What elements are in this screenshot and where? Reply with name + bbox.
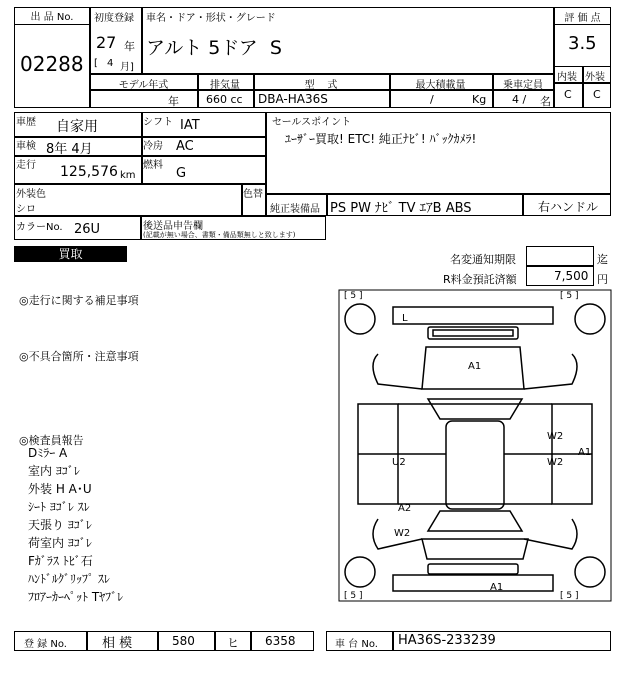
int-grade: C [564, 88, 572, 101]
chassis-div [392, 631, 394, 651]
sales-point: ﾕｰｻﾞｰ買取! ETC! 純正ﾅﾋﾞ! ﾊﾞｯｸｶﾒﾗ! [285, 132, 477, 146]
year-unit: 年 [124, 40, 135, 53]
color-change-label: 色替 [243, 189, 263, 200]
first-reg-label: 初度登録 [94, 13, 134, 24]
docs-label: 後送品申告欄 [143, 221, 203, 232]
reg-div3 [214, 631, 216, 651]
tire-front-right [575, 304, 605, 334]
ac-label: 冷房 [143, 141, 163, 152]
tire-bl-label: [ 5 ] [344, 591, 363, 601]
trunk [422, 539, 528, 559]
tire-tr-label: [ 5 ] [560, 291, 579, 301]
load-slash: / [430, 93, 434, 106]
mileage: 125,576 [60, 164, 118, 180]
inspector-label: ◎検査員報告 [19, 434, 84, 447]
model-year-label: モデル年式 [118, 80, 169, 91]
mark-left-rear-a: A2 [398, 503, 412, 514]
mark-right-mid: W2 [547, 457, 564, 468]
reg-kana: ヒ [227, 636, 240, 650]
tire-br-label: [ 5 ] [560, 591, 579, 601]
inspector-item: ｼｰﾄ ﾖｺﾞﾚ ｽﾚ [28, 500, 90, 514]
lot-number: 02288 [20, 52, 84, 76]
month-open: [ [94, 58, 98, 69]
front-grille-inner [433, 330, 513, 336]
inspector-item: ﾊﾝﾄﾞﾙｸﾞﾘｯﾌﾟ ｽﾚ [28, 572, 110, 586]
tire-front-left [345, 304, 375, 334]
inspector-item: 室内 ﾖｺﾞﾚ [28, 464, 80, 478]
tire-rear-right [575, 557, 605, 587]
displacement-label: 排気量 [210, 80, 240, 91]
capacity: 4 / [512, 93, 527, 106]
ext-color-label: 外装色 [16, 189, 46, 200]
inspector-item: Fｶﾞﾗｽ ﾄﾋﾞ石 [28, 554, 93, 568]
score-label: 評 価 点 [564, 13, 601, 24]
fender-right-rear [524, 519, 577, 549]
inspector-item: Dﾐﾗｰ A [28, 446, 68, 460]
recycle-label: R料金預託済額 [443, 273, 517, 286]
sales-label: セールスポイント [272, 117, 352, 128]
equip-div2 [522, 194, 524, 216]
history: 自家用 [56, 119, 98, 135]
ext-color-box [14, 184, 266, 216]
front-bumper [393, 307, 553, 324]
capacity-label: 乗車定員 [503, 80, 543, 91]
reg-div2 [157, 631, 159, 651]
load-unit: Kg [472, 93, 487, 106]
reg-div4 [250, 631, 252, 651]
score-value: 3.5 [568, 33, 597, 54]
chassis-number: HA36S-233239 [398, 633, 496, 648]
docs-note: (記載が無い場合、書類・備品類無しと致します) [143, 231, 296, 239]
inspector-item: 天張り ﾖｺﾞﾚ [28, 518, 92, 532]
history-label: 車歴 [16, 117, 36, 128]
month-unit: 月] [120, 62, 134, 73]
notice-unit: 迄 [597, 253, 608, 266]
capacity-unit: 名 [540, 95, 551, 108]
tire-tl-label: [ 5 ] [344, 291, 363, 301]
type-label: 型 式 [304, 80, 338, 91]
fuel-label: 燃料 [143, 160, 163, 171]
mark-left-side: U2 [392, 457, 406, 468]
kaitori-badge: 買取 [14, 246, 127, 262]
recycle-unit: 円 [597, 273, 608, 286]
equip-label: 純正装備品 [270, 204, 320, 215]
car-name: アルト 5ドア S [146, 37, 282, 59]
ext-label: 外装 [585, 72, 605, 83]
ext-grade: C [593, 88, 601, 101]
defects-label: ◎不具合箇所・注意事項 [19, 350, 139, 363]
steering: 右ハンドル [538, 200, 599, 214]
reg-number: 6358 [265, 634, 296, 648]
rear-window [428, 511, 522, 531]
mark-rear-bumper: A1 [490, 582, 504, 593]
mark-front-bumper: L [402, 313, 408, 324]
mark-left-rear-w: W2 [394, 528, 411, 539]
rear-bumper [393, 575, 553, 591]
mileage-unit: km [120, 170, 136, 181]
mark-right-side: A1 [578, 447, 592, 458]
notice-value-box [526, 246, 594, 266]
model-type: DBA-HA36S [258, 92, 328, 106]
load-label: 最大積載量 [415, 80, 466, 91]
inspector-item: ﾌﾛｱｰｶｰﾍﾟｯﾄ Tﾔﾌﾞﾚ [28, 590, 124, 604]
reg-class: 580 [172, 634, 195, 648]
inspector-items [28, 444, 123, 606]
running-notes-label: ◎走行に関する補足事項 [19, 294, 139, 307]
grade-divider [582, 66, 584, 108]
mark-hood: A1 [468, 361, 482, 372]
tire-rear-left [345, 557, 375, 587]
mileage-label: 走行 [16, 160, 36, 171]
reg-label: 登 録 No. [24, 639, 67, 650]
inspection-label: 車検 [16, 141, 36, 152]
shift: IAT [180, 118, 200, 133]
car-name-label: 車名・ドア・形状・グレード [146, 13, 276, 24]
inspector-item: 荷室内 ﾖｺﾞﾚ [28, 536, 92, 550]
chassis-label: 車 台 No. [335, 639, 378, 650]
year-number: 27 [96, 33, 117, 52]
reg-div1 [86, 631, 88, 651]
equip-div1 [326, 194, 328, 216]
model-year-unit: 年 [168, 95, 179, 108]
windshield [428, 399, 522, 419]
lot-label: 出 品 No. [30, 12, 74, 23]
mark-right-front: W2 [547, 431, 564, 442]
displacement: 660 cc [206, 93, 243, 106]
shift-label: シフト [143, 117, 173, 128]
reg-area: 相 模 [102, 636, 133, 651]
front-grille [428, 327, 518, 339]
inspector-item: 外装 H A･U [28, 482, 92, 496]
month-number: 4 [107, 58, 114, 69]
notice-label: 名変通知期限 [450, 253, 516, 266]
ac: AC [176, 139, 194, 154]
color-no: 26U [74, 222, 101, 237]
inspection: 8年 4月 [46, 142, 93, 157]
car-damage-diagram [338, 289, 612, 602]
roof [446, 421, 504, 509]
fender-left-front [373, 354, 422, 389]
rear-garnish [428, 564, 518, 574]
color-no-div [140, 216, 142, 240]
fuel: G [176, 166, 187, 181]
int-label: 内装 [557, 72, 577, 83]
color-no-label: カラーNo. [16, 222, 63, 233]
ext-color: シロ [16, 204, 36, 215]
fender-right-front [524, 354, 577, 389]
recycle-value: 7,500 [554, 269, 589, 283]
equipment: PS PW ﾅﾋﾞ TV ｴｱB ABS [330, 201, 472, 216]
